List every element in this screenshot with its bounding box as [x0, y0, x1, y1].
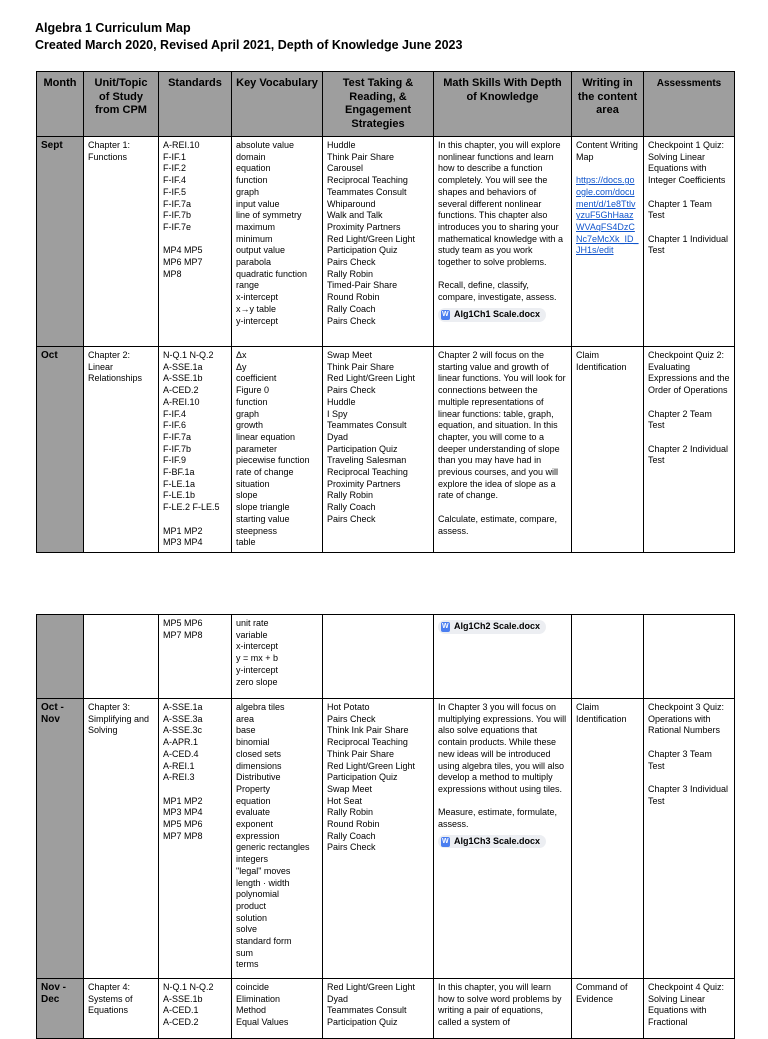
list-line: F-IF.7e [163, 221, 192, 232]
list-line: Δx [236, 350, 247, 360]
list-line: A-CED.4 [163, 748, 199, 759]
list-line: F-IF.6 [163, 420, 187, 431]
list-line: Hot Potato [327, 702, 370, 712]
document-title: Algebra 1 Curriculum Map [35, 21, 191, 35]
list-line: Property [236, 783, 271, 794]
list-line: A-SSE.3a [163, 713, 203, 724]
list-line: F-LE.1a [163, 478, 196, 489]
list-line: Dyad [327, 993, 349, 1004]
assessment-item: Checkpoint 3 Quiz: Operations with Rational Numbers [648, 702, 730, 736]
writing-cell: Claim Identification [572, 347, 644, 553]
list-line: Participation Quiz [327, 772, 398, 783]
unit-cell: Chapter 3: Simplifying and Solving [84, 699, 159, 979]
list-line: F-LE.1b [163, 490, 196, 501]
header-math-skills: Math Skills With Depth of Knowledge [434, 72, 572, 137]
list-line: solution [236, 912, 268, 923]
list-line: Teammates Consult [327, 420, 407, 431]
list-line: F-IF.7a [163, 198, 192, 209]
list-line: A-REI.10 [163, 140, 200, 150]
header-writing: Writing in the content area [572, 72, 644, 137]
list-line: F-IF.2 [163, 163, 187, 174]
list-line: Red Light/Green Light [327, 373, 416, 384]
header-strategies: Test Taking & Reading, & Engagement Strategies [323, 72, 434, 137]
writing-cell: Command of Evidence [572, 979, 644, 1039]
vocabulary-cell [232, 699, 323, 979]
list-line: F-IF.4 [163, 408, 187, 419]
list-line: N-Q.1 N-Q.2 [163, 350, 214, 360]
list-line: Think Pair Share [327, 151, 395, 162]
word-doc-icon [441, 622, 450, 632]
list-line: I Spy [327, 408, 348, 419]
list-line: base [236, 725, 256, 736]
list-line: A-APR.1 [163, 737, 199, 748]
list-line: evaluate [236, 807, 271, 818]
list-line: Rally Coach [327, 303, 376, 314]
vocabulary-cell [232, 979, 323, 1039]
skills-description: In this chapter, you will learn how to solve word problems by writing a pair of equations, called a system of [438, 982, 562, 1028]
list-line: minimum [236, 233, 273, 244]
list-line: input value [236, 198, 280, 209]
list-line: Pairs Check [327, 385, 376, 396]
list-line: function [236, 396, 268, 407]
list-line: solve [236, 924, 258, 935]
list-line: Round Robin [327, 819, 380, 830]
list-line: A-SSE.1b [163, 993, 203, 1004]
list-line: Equal Values [236, 1017, 289, 1028]
assessment-item: Chapter 1 Team Test [648, 198, 715, 221]
list-line: Figure 0 [236, 385, 270, 396]
list-line: piecewise function [236, 455, 310, 466]
list-line: F-IF.1 [163, 151, 187, 162]
list-line: A-REI.3 [163, 772, 195, 783]
list-line: terms [236, 959, 259, 970]
list-line: MP7 MP8 [163, 830, 203, 841]
list-line: Method [236, 1005, 267, 1016]
list-line: "legal" moves [236, 865, 291, 876]
list-line: y-intercept [236, 315, 279, 326]
list-line: Proximity Partners [327, 221, 401, 232]
list-line: F-IF.7b [163, 443, 192, 454]
list-line: coincide [236, 982, 270, 992]
list-line: quadratic function [236, 268, 308, 279]
list-line: Think Pair Share [327, 748, 395, 759]
header-key-vocabulary: Key Vocabulary [232, 72, 323, 137]
list-line: length · width [236, 877, 290, 888]
table-row-oct-continued [37, 615, 735, 699]
strategies-cell [323, 615, 434, 699]
list-line: y = mx + b [236, 653, 279, 664]
list-line: Rally Robin [327, 490, 374, 501]
list-line: MP1 MP2 [163, 525, 203, 536]
list-line: MP1 MP2 [163, 795, 203, 806]
list-line: starting value [236, 513, 290, 524]
list-line: MP5 MP6 [163, 618, 203, 628]
file-chip-label: Alg1Ch3 Scale.docx [454, 835, 541, 846]
assessment-item: Checkpoint 1 Quiz: Solving Linear Equations with Integer Coefficients [648, 140, 730, 186]
unit-cell: Chapter 1: Functions [84, 137, 159, 347]
list-line: Pairs Check [327, 257, 376, 268]
list-line: integers [236, 854, 269, 865]
list-line: Pairs Check [327, 713, 376, 724]
list-line: Round Robin [327, 292, 380, 303]
list-line: Rally Coach [327, 830, 376, 841]
unit-cell [84, 615, 159, 699]
math-skills-cell [434, 137, 572, 347]
list-line: Dyad [327, 431, 349, 442]
table-row-nov-dec [37, 979, 735, 1039]
assessment-item: Chapter 2 Team Test [648, 408, 715, 431]
list-line: Pairs Check [327, 842, 376, 853]
list-line: Rally Coach [327, 502, 376, 513]
list-line: F-IF.9 [163, 455, 187, 466]
table-row-oct-nov [37, 699, 735, 979]
assessment-item: Chapter 3 Team Test [648, 748, 715, 771]
file-chip[interactable] [438, 620, 546, 634]
header-standards: Standards [159, 72, 232, 137]
list-line: linear equation [236, 431, 296, 442]
strategies-cell [323, 347, 434, 553]
list-line: absolute value [236, 140, 295, 150]
list-line: Red Light/Green Light [327, 982, 416, 992]
list-line: Reciprocal Teaching [327, 467, 408, 478]
table-row-oct [37, 347, 735, 553]
list-line: Red Light/Green Light [327, 760, 416, 771]
list-line: Red Light/Green Light [327, 233, 416, 244]
list-line: Swap Meet [327, 783, 373, 794]
list-line: A-CED.2 [163, 385, 199, 396]
vocabulary-cell [232, 137, 323, 347]
list-line: x-intercept [236, 641, 279, 652]
list-line: F-IF.7b [163, 210, 192, 221]
list-line: F-IF.4 [163, 175, 187, 186]
list-line: A-CED.1 [163, 1005, 199, 1016]
list-line: Rally Robin [327, 268, 374, 279]
list-line: exponent [236, 819, 274, 830]
list-line: Participation Quiz [327, 245, 398, 256]
list-line: standard form [236, 936, 292, 947]
list-line: range [236, 280, 260, 291]
list-line: A-REI.10 [163, 396, 200, 407]
list-line: Think Ink Pair Share [327, 725, 409, 736]
assessments-cell [644, 137, 735, 347]
assessments-cell [644, 699, 735, 979]
list-line: output value [236, 245, 286, 256]
header-assessments: Assessments [644, 72, 735, 137]
list-line: Whiparound [327, 198, 376, 209]
header-unit: Unit/Topic of Study from CPM [84, 72, 159, 137]
list-line: A-CED.2 [163, 1017, 199, 1028]
list-line: parameter [236, 443, 278, 454]
standards-cell [159, 699, 232, 979]
list-line: Traveling Salesman [327, 455, 407, 466]
document-heading [35, 20, 462, 54]
list-line: A-SSE.1a [163, 361, 203, 372]
list-line: steepness [236, 525, 278, 536]
list-line: Hot Seat [327, 795, 363, 806]
list-line: unit rate [236, 618, 269, 628]
list-line: MP3 MP4 [163, 537, 203, 548]
file-chip-label: Alg1Ch2 Scale.docx [454, 621, 541, 631]
list-line: MP6 MP7 [163, 257, 203, 268]
list-line: Teammates Consult [327, 186, 407, 197]
list-line: Huddle [327, 140, 356, 150]
vocabulary-cell [232, 615, 323, 699]
list-line: product [236, 900, 267, 911]
strategies-cell [323, 979, 434, 1039]
list-line: area [236, 713, 255, 724]
assessments-cell [644, 347, 735, 553]
list-line: dimensions [236, 760, 282, 771]
list-line: Distributive [236, 772, 281, 783]
month-cell [37, 615, 84, 699]
list-line [163, 784, 227, 796]
list-line: Pairs Check [327, 513, 376, 524]
list-line: Think Pair Share [327, 361, 395, 372]
skills-dok: Recall, define, classify, compare, investigate, assess. [438, 280, 557, 303]
skills-description: In Chapter 3 you will focus on multiplying expressions. You will also solve equations that contain products. While these new ideas will be introduced using algebra tiles, you will also develop a method to multiply expressions without using tiles. [438, 702, 567, 794]
assessment-item: Checkpoint Quiz 2: Evaluating Expressions and the Order of Operations [648, 350, 733, 396]
list-line: Pairs Check [327, 315, 376, 326]
month-cell: Nov - Dec [37, 979, 84, 1039]
document-subtitle: Created March 2020, Revised April 2021, Depth of Knowledge June 2023 [35, 38, 463, 52]
unit-cell: Chapter 4: Systems of Equations [84, 979, 159, 1039]
standards-cell [159, 347, 232, 553]
list-line: F-IF.5 [163, 186, 187, 197]
list-line: N-Q.1 N-Q.2 [163, 982, 214, 992]
standards-cell [159, 615, 232, 699]
month-cell: Sept [37, 137, 84, 347]
skills-dok: Measure, estimate, formulate, assess. [438, 807, 558, 830]
file-chip[interactable] [438, 835, 546, 849]
list-line: x→y table [236, 303, 277, 314]
math-skills-cell [434, 699, 572, 979]
month-cell: Oct [37, 347, 84, 553]
unit-cell: Chapter 2: Linear Relationships [84, 347, 159, 553]
list-line: domain [236, 151, 266, 162]
list-line: Teammates Consult [327, 1005, 407, 1016]
list-line: sum [236, 947, 254, 958]
list-line [163, 234, 227, 246]
word-doc-icon [441, 310, 450, 320]
math-skills-cell [434, 347, 572, 553]
list-line: F-BF.1a [163, 467, 195, 478]
list-line: x-intercept [236, 292, 279, 303]
list-line: Reciprocal Teaching [327, 175, 408, 186]
list-line: expression [236, 830, 280, 841]
assessment-item: Chapter 2 Individual Test [648, 443, 731, 466]
writing-map-link[interactable]: https://docs.google.com/document/d/1e8TtlvyzuF5GhHaazWVAqFS4DzCNc7eMcXk_ID_JH1s/edit [576, 175, 639, 256]
list-line: growth [236, 420, 264, 431]
list-line: equation [236, 795, 271, 806]
curriculum-table-page-1 [36, 71, 735, 553]
list-line: F-LE.2 F-LE.5 [163, 502, 220, 513]
file-chip[interactable] [438, 308, 546, 322]
standards-cell [159, 979, 232, 1039]
list-line: zero slope [236, 676, 278, 687]
list-line: MP5 MP6 [163, 819, 203, 830]
list-line: F-IF.7a [163, 431, 192, 442]
file-chip-label: Alg1Ch1 Scale.docx [454, 308, 541, 319]
vocabulary-cell [232, 347, 323, 553]
list-line: generic rectangles [236, 842, 310, 853]
header-month: Month [37, 72, 84, 137]
month-cell: Oct - Nov [37, 699, 84, 979]
math-skills-cell [434, 979, 572, 1039]
list-line: Participation Quiz [327, 443, 398, 454]
list-line: closed sets [236, 748, 282, 759]
list-line: Rally Robin [327, 807, 374, 818]
list-line: equation [236, 163, 271, 174]
list-line: Proximity Partners [327, 478, 401, 489]
assessment-item: Chapter 3 Individual Test [648, 783, 731, 806]
list-line: variable [236, 629, 268, 640]
writing-text: Content Writing Map [576, 140, 638, 162]
list-line: MP4 MP5 [163, 245, 203, 256]
skills-dok: Calculate, estimate, compare, assess. [438, 513, 558, 536]
list-line: Swap Meet [327, 350, 373, 360]
list-line: algebra tiles [236, 702, 285, 712]
writing-cell [572, 137, 644, 347]
list-line: Huddle [327, 396, 356, 407]
word-doc-icon [441, 837, 450, 847]
assessment-item: Chapter 1 Individual Test [648, 233, 731, 256]
list-line: slope [236, 490, 258, 501]
assessments-cell [644, 979, 735, 1039]
list-line: Δy [236, 361, 247, 372]
list-line: A-REI.1 [163, 760, 195, 771]
list-line: A-SSE.1b [163, 373, 203, 384]
list-line: graph [236, 186, 260, 197]
strategies-cell [323, 699, 434, 979]
list-line: y-intercept [236, 664, 279, 675]
list-line: A-SSE.1a [163, 702, 203, 712]
list-line: parabola [236, 257, 272, 268]
list-line: coefficient [236, 373, 277, 384]
table-row-sept [37, 137, 735, 347]
list-line: MP7 MP8 [163, 629, 203, 640]
list-line: A-SSE.3c [163, 725, 203, 736]
list-line: slope triangle [236, 502, 290, 513]
math-skills-cell [434, 615, 572, 699]
list-line: MP3 MP4 [163, 807, 203, 818]
skills-description: Chapter 2 will focus on the starting value and growth of linear functions. You will look for connections between the multiple representations of linear functions: table, graph, equation, and situation. In this chapter, you will come to a deeper understanding of slope than you may have had in previous courses, and you will explore the idea of slope as a rate of change. [438, 350, 566, 501]
list-line: function [236, 175, 268, 186]
list-line: binomial [236, 737, 270, 748]
list-line: Participation Quiz [327, 1017, 398, 1028]
list-line: Reciprocal Teaching [327, 737, 408, 748]
list-line: polynomial [236, 889, 280, 900]
writing-cell [572, 615, 644, 699]
list-line: Walk and Talk [327, 210, 383, 221]
list-line: situation [236, 478, 270, 489]
list-line: graph [236, 408, 260, 419]
list-line: Carousel [327, 163, 364, 174]
list-line: MP8 [163, 268, 182, 279]
curriculum-table-page-2 [36, 614, 735, 1039]
assessments-cell [644, 615, 735, 699]
writing-cell: Claim Identification [572, 699, 644, 979]
header-row [37, 72, 735, 137]
list-line: Elimination [236, 993, 281, 1004]
list-line: rate of change [236, 467, 294, 478]
list-line: maximum [236, 221, 276, 232]
standards-cell [159, 137, 232, 347]
strategies-cell [323, 137, 434, 347]
assessment-item: Checkpoint 4 Quiz: Solving Linear Equations with Fractional [648, 982, 730, 1028]
list-line: line of symmetry [236, 210, 302, 221]
list-line: table [236, 537, 256, 548]
list-line [163, 514, 227, 526]
list-line: Timed-Pair Share [327, 280, 398, 291]
skills-description: In this chapter, you will explore nonlinear functions and learn how to describe a function completely. You will see the shapes and behaviors of several different nonlinear functions. This chapter also introduces you to sharing your mathematical knowledge with a study team as you work together to solve problems. [438, 140, 564, 268]
